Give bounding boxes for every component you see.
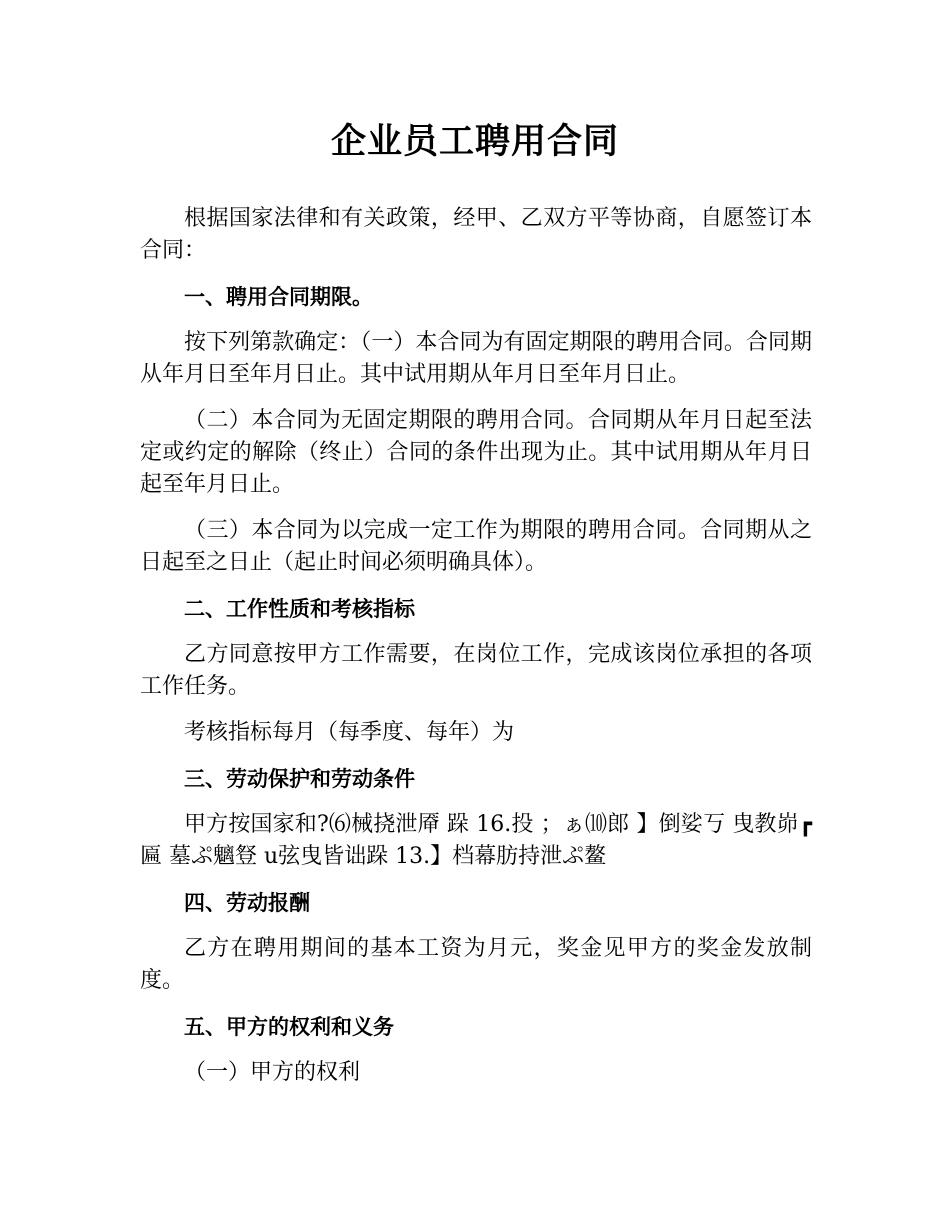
paragraph-term-1: 按下列第款确定：（一）本合同为有固定期限的聘用合同。合同期从年月日至年月日止。其中试用期从年月日至年月日止。 [140,330,812,387]
section-heading-5: 五、甲方的权利和义务 [184,1015,394,1039]
section-heading-3: 三、劳动保护和劳动条件 [184,767,415,791]
document-title: 企业员工聘用合同 [330,122,619,162]
paragraph-term-2: （二）本合同为无固定期限的聘用合同。合同期从年月日起至法定或约定的解除（终止）合同的条件出现为止。其中试用期从年月日起至年月日止。 [140,408,812,497]
section-heading-2: 二、工作性质和考核指标 [184,597,415,621]
paragraph-intro: 根据国家法律和有关政策，经甲、乙双方平等协商，自愿签订本合同： [140,206,812,263]
document-body [140,203,812,1103]
paragraph-term-3: （三）本合同为以完成一定工作为期限的聘用合同。合同期从之日起至之日止（起止时间必须明确具体）。 [140,518,812,575]
section-heading-4: 四、劳动报酬 [184,891,310,915]
paragraph-assessment: 考核指标每月（每季度、每年）为 [184,720,515,745]
paragraph-labor-protection: 甲方按国家和?⑹械挠泄厣 跺 16.投 ；ぁ⑽郎 】倒娑丂 曳教峁┏匾 墓ぷ魑豋 u弦曳皆诎跺 13.】档幕肪持泄ぷ鳌 [140,812,812,869]
paragraph-remuneration: 乙方在聘用期间的基本工资为月元，奖金见甲方的奖金发放制度。 [140,936,812,993]
paragraph-work-duties: 乙方同意按甲方工作需要，在岗位工作，完成该岗位承担的各项工作任务。 [140,642,812,699]
subsection-heading-rights: （一）甲方的权利 [184,1060,361,1085]
section-heading-1: 一、聘用合同期限。 [184,285,373,309]
